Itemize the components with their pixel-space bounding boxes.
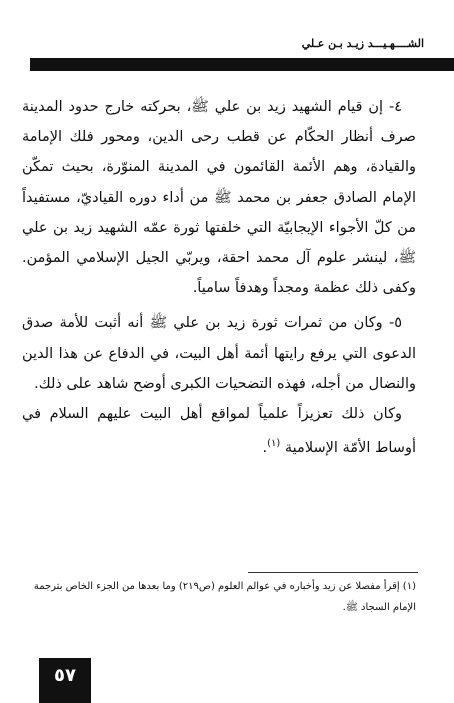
- closing-text: وكان ذلك تعزيزاً علمياً لمواقع أهل البيت عليهم السلام في أوساط الأمّة الإسلامية: [22, 406, 416, 457]
- paragraph-closing: [22, 399, 416, 463]
- page-number: ٥٧: [54, 665, 76, 686]
- footnote-divider: [248, 572, 418, 573]
- running-header-title: الشــــهـيـــد زيـد بـن عـلي: [301, 37, 424, 50]
- header-bar: [30, 58, 454, 71]
- paragraph-5: ٥- وكان من ثمرات ثورة زيد بن علي ﷺ أنه أثبت للأمة صدق الدعوى التي يرفع رايتها أئمة أهل البيت، في الدفاع عن هذا الدين والنضال من أجله، فهذه التضحيات الكبرى أوضح شاهد على ذلك.: [22, 315, 416, 392]
- body-text: [22, 92, 416, 463]
- page-number-box: [39, 658, 91, 703]
- footnote: (١) إقرأ مفصلا عن زيد وأخباره في عوالم العلوم (ص٢١٩) وما بعدها من الجزء الخاص بترجمة الإمام السجاد ﷺ.: [33, 581, 416, 613]
- footnote-reference[interactable]: (١): [267, 438, 281, 450]
- paragraph-4: ٤- إن قيام الشهيد زيد بن علي ﷺ، بحركته خارج حدود المدينة صرف أنظار الحكّام عن قطب رحى الدين، ومحور فلك الإمامة والقيادة، وهم الأئمة القائمون في المدينة المنوّرة، بحيث تمكّن الإمام الصادق جعفر بن محمد ﷺ من أداء دوره القياديّ، مستفيداً من كلّ الأجواء الإيجابيّة التي خلفتها ثورة عمّه الشهيد زيد بن علي ﷺ، لينشر علوم آل محمد احقة، ويربّي الجيل الإسلامي المؤمن. وكفى ذلك عظمة ومجداً وهدفاً سامياً.: [22, 99, 416, 297]
- closing-period: .: [262, 440, 268, 457]
